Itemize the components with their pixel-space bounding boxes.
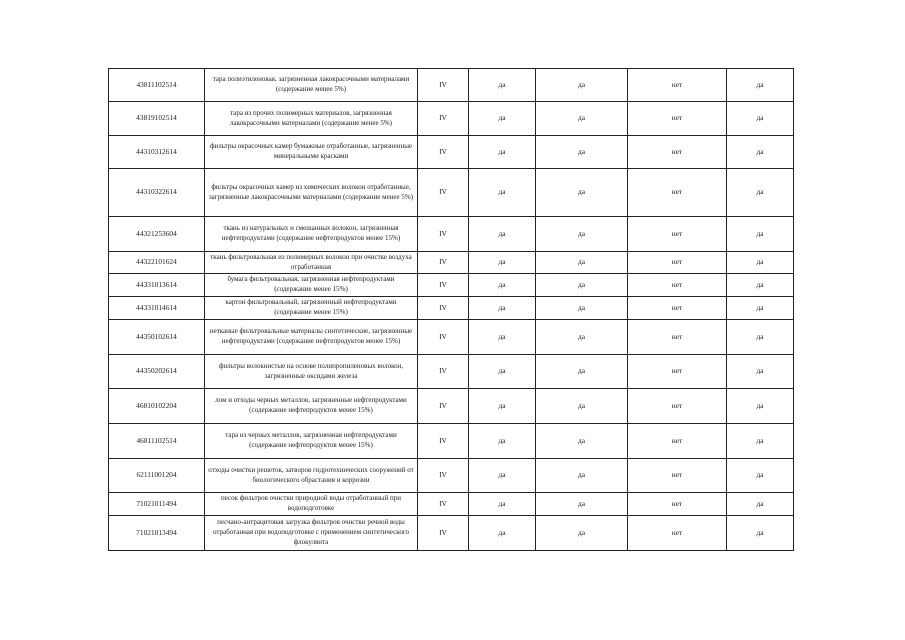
- waste-name-cell: тара из черных металлов, загрязненная нефтепродуктами (содержание нефтепродуктов менее 15%): [205, 424, 418, 459]
- table-row: [109, 516, 794, 551]
- waste-code-cell: 44322101624: [109, 252, 205, 274]
- column-b-value-cell: да: [536, 297, 628, 320]
- column-b-value-cell: да: [536, 389, 628, 424]
- column-d-value-cell: да: [727, 297, 794, 320]
- waste-name-cell: нетканые фильтровальные материалы синтетические, загрязненные нефтепродуктами (содержание нефтепродуктов менее 15%): [205, 320, 418, 355]
- waste-name-cell: ткань из натуральных и смешанных волокон, загрязненная нефтепродуктами (содержание нефтепродуктов менее 15%): [205, 217, 418, 252]
- waste-code-cell: 46811102514: [109, 424, 205, 459]
- column-c-value-cell: нет: [628, 355, 727, 389]
- waste-code-cell: 62111001204: [109, 459, 205, 493]
- column-b-value-cell: да: [536, 217, 628, 252]
- column-d-value-cell: да: [727, 493, 794, 516]
- column-d-value-cell: да: [727, 459, 794, 493]
- waste-name-cell: тара из прочих полимерных материалов, загрязненная лакокрасочными материалами (содержание менее 5%): [205, 102, 418, 136]
- table-row: [109, 424, 794, 459]
- hazard-class-cell: IV: [418, 355, 469, 389]
- column-b-value-cell: да: [536, 516, 628, 551]
- column-c-value-cell: нет: [628, 252, 727, 274]
- waste-name-cell: картон фильтровальный, загрязненный нефтепродуктами (содержание менее 15%): [205, 297, 418, 320]
- table-row: [109, 320, 794, 355]
- column-b-value-cell: да: [536, 69, 628, 102]
- table-row: [109, 274, 794, 297]
- column-a-value-cell: да: [469, 102, 536, 136]
- column-a-value-cell: да: [469, 169, 536, 217]
- column-d-value-cell: да: [727, 136, 794, 169]
- column-b-value-cell: да: [536, 424, 628, 459]
- waste-code-cell: 44350202614: [109, 355, 205, 389]
- column-c-value-cell: нет: [628, 516, 727, 551]
- column-a-value-cell: да: [469, 389, 536, 424]
- hazard-class-cell: IV: [418, 274, 469, 297]
- column-a-value-cell: да: [469, 355, 536, 389]
- table-row: [109, 136, 794, 169]
- waste-name-cell: отходы очистки решеток, затворов гидротехнических сооружений от биологического обрастания и коррозии: [205, 459, 418, 493]
- column-d-value-cell: да: [727, 102, 794, 136]
- column-a-value-cell: да: [469, 217, 536, 252]
- column-d-value-cell: да: [727, 389, 794, 424]
- column-d-value-cell: да: [727, 355, 794, 389]
- column-b-value-cell: да: [536, 493, 628, 516]
- table-row: [109, 169, 794, 217]
- waste-name-cell: песок фильтров очистки природной воды отработанный при водоподготовке: [205, 493, 418, 516]
- waste-code-cell: 43819102514: [109, 102, 205, 136]
- column-d-value-cell: да: [727, 516, 794, 551]
- hazard-class-cell: IV: [418, 217, 469, 252]
- column-c-value-cell: нет: [628, 320, 727, 355]
- column-d-value-cell: да: [727, 252, 794, 274]
- column-a-value-cell: да: [469, 424, 536, 459]
- column-a-value-cell: да: [469, 69, 536, 102]
- column-d-value-cell: да: [727, 169, 794, 217]
- waste-code-cell: 44331014614: [109, 297, 205, 320]
- table-row: [109, 102, 794, 136]
- hazard-class-cell: IV: [418, 252, 469, 274]
- column-d-value-cell: да: [727, 274, 794, 297]
- hazard-class-cell: IV: [418, 516, 469, 551]
- column-c-value-cell: нет: [628, 493, 727, 516]
- column-a-value-cell: да: [469, 493, 536, 516]
- waste-name-cell: фильтры волокнистые на основе полипропиленовых волокон, загрязненные оксидами железа: [205, 355, 418, 389]
- hazard-class-cell: IV: [418, 69, 469, 102]
- waste-name-cell: лом и отходы черных металлов, загрязненные нефтепродуктами (содержание нефтепродуктов менее 15%): [205, 389, 418, 424]
- column-b-value-cell: да: [536, 169, 628, 217]
- column-a-value-cell: да: [469, 320, 536, 355]
- column-b-value-cell: да: [536, 459, 628, 493]
- column-c-value-cell: нет: [628, 297, 727, 320]
- column-c-value-cell: нет: [628, 459, 727, 493]
- waste-code-cell: 71021011494: [109, 493, 205, 516]
- column-c-value-cell: нет: [628, 274, 727, 297]
- waste-name-cell: фильтры окрасочных камер бумажные отработанные, загрязненные минеральными красками: [205, 136, 418, 169]
- column-a-value-cell: да: [469, 136, 536, 169]
- waste-code-cell: 44310312614: [109, 136, 205, 169]
- column-c-value-cell: нет: [628, 389, 727, 424]
- column-c-value-cell: нет: [628, 136, 727, 169]
- table-row: [109, 355, 794, 389]
- waste-table-body: [109, 69, 794, 551]
- column-c-value-cell: нет: [628, 102, 727, 136]
- hazard-class-cell: IV: [418, 169, 469, 217]
- column-a-value-cell: да: [469, 459, 536, 493]
- column-b-value-cell: да: [536, 320, 628, 355]
- hazard-class-cell: IV: [418, 320, 469, 355]
- waste-code-cell: 44321253604: [109, 217, 205, 252]
- column-c-value-cell: нет: [628, 424, 727, 459]
- column-d-value-cell: да: [727, 217, 794, 252]
- column-d-value-cell: да: [727, 424, 794, 459]
- waste-name-cell: песчано-антрацитовая загрузка фильтров очистки речной воды отработанная при водоподготовке с применением синтетического флокулянта: [205, 516, 418, 551]
- column-c-value-cell: нет: [628, 217, 727, 252]
- column-d-value-cell: да: [727, 69, 794, 102]
- column-c-value-cell: нет: [628, 169, 727, 217]
- waste-code-cell: 44331013614: [109, 274, 205, 297]
- waste-code-cell: 46810102204: [109, 389, 205, 424]
- column-d-value-cell: да: [727, 320, 794, 355]
- waste-code-cell: 44350102614: [109, 320, 205, 355]
- hazard-class-cell: IV: [418, 389, 469, 424]
- hazard-class-cell: IV: [418, 424, 469, 459]
- waste-name-cell: бумага фильтровальная, загрязненная нефтепродуктами (содержание менее 15%): [205, 274, 418, 297]
- waste-table: [108, 68, 794, 551]
- waste-code-cell: 71021013494: [109, 516, 205, 551]
- waste-code-cell: 43811102514: [109, 69, 205, 102]
- waste-name-cell: ткань фильтровальная из полимерных волокон при очистке воздуха отработанная: [205, 252, 418, 274]
- hazard-class-cell: IV: [418, 493, 469, 516]
- hazard-class-cell: IV: [418, 102, 469, 136]
- hazard-class-cell: IV: [418, 297, 469, 320]
- column-a-value-cell: да: [469, 274, 536, 297]
- column-a-value-cell: да: [469, 252, 536, 274]
- column-c-value-cell: нет: [628, 69, 727, 102]
- column-b-value-cell: да: [536, 274, 628, 297]
- hazard-class-cell: IV: [418, 459, 469, 493]
- hazard-class-cell: IV: [418, 136, 469, 169]
- table-row: [109, 297, 794, 320]
- table-row: [109, 217, 794, 252]
- table-row: [109, 459, 794, 493]
- waste-name-cell: тара полиэтиленовая, загрязненная лакокрасочными материалами (содержание менее 5%): [205, 69, 418, 102]
- waste-code-cell: 44310322614: [109, 169, 205, 217]
- column-b-value-cell: да: [536, 136, 628, 169]
- table-row: [109, 69, 794, 102]
- column-b-value-cell: да: [536, 102, 628, 136]
- column-a-value-cell: да: [469, 516, 536, 551]
- column-b-value-cell: да: [536, 355, 628, 389]
- table-row: [109, 493, 794, 516]
- table-row: [109, 252, 794, 274]
- column-a-value-cell: да: [469, 297, 536, 320]
- column-b-value-cell: да: [536, 252, 628, 274]
- table-row: [109, 389, 794, 424]
- waste-name-cell: фильтры окрасочных камер из химических волокон отработанные, загрязненные лакокрасочными материалами (содержание менее 5%): [205, 169, 418, 217]
